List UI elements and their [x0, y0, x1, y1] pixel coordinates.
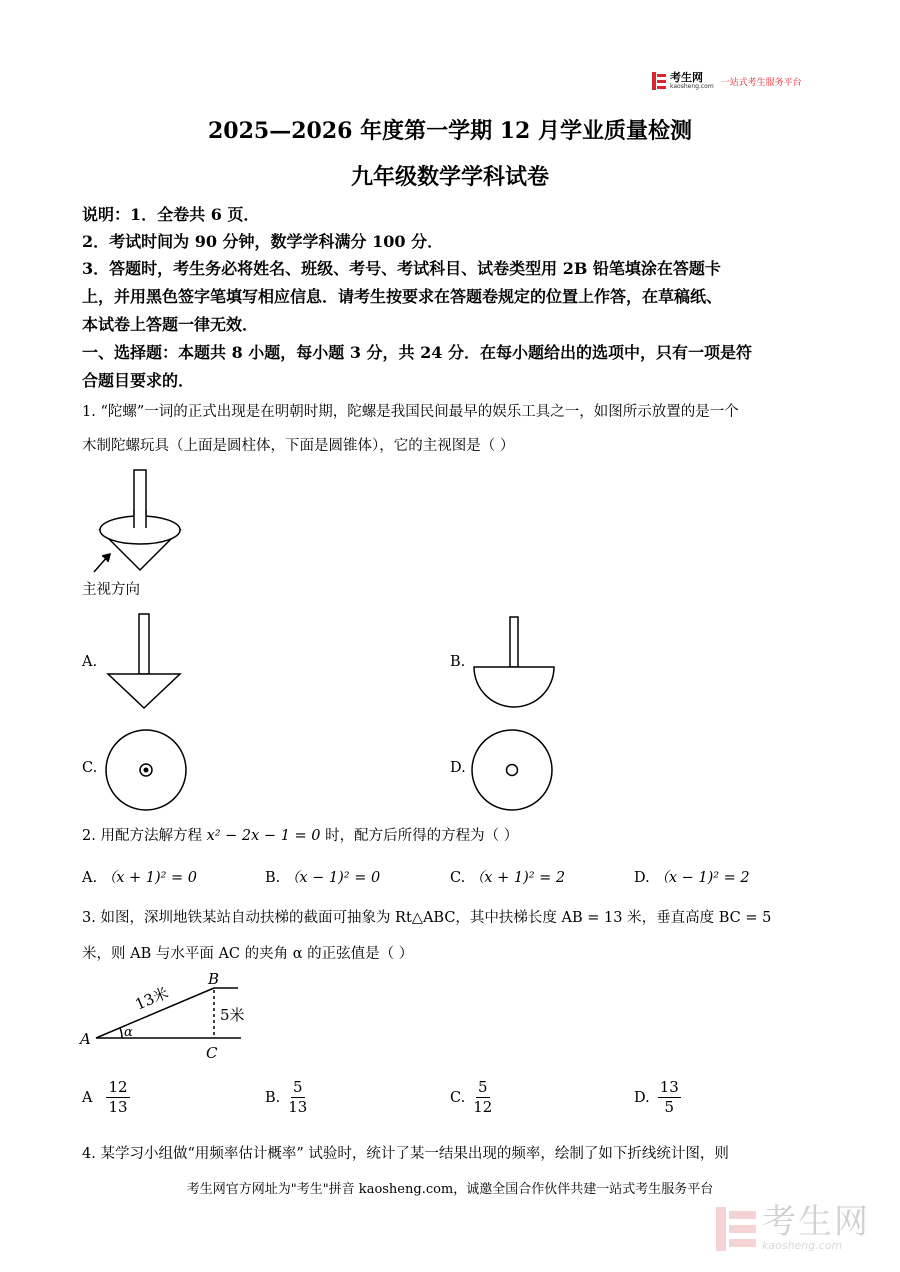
q3-option-d-num: 13 [659, 1078, 679, 1096]
spinning-top-drawing [100, 470, 180, 570]
watermark-logo-icon [716, 1207, 756, 1251]
q2-option-a-eq: （x + 1)² = 0 [101, 870, 198, 886]
q1-text-line2: 木制陀螺玩具（上面是圆柱体，下面是圆锥体），它的主视图是（ ） [82, 438, 515, 454]
logo-domain: kaosheng.com [670, 83, 714, 90]
hypotenuse-length-label: 13米 [132, 983, 171, 1014]
q3-option-c-fraction [473, 1078, 492, 1117]
q2-option-c [450, 866, 565, 887]
vertex-a-label: A [80, 1030, 91, 1048]
q1-option-d-figure [470, 728, 554, 812]
view-direction-label: 主视方向 [82, 582, 140, 598]
q3-option-a [82, 1078, 130, 1117]
view-direction-arrow [94, 554, 110, 572]
q2-option-c-label: C. [450, 870, 466, 886]
q2-option-d-label: D. [634, 870, 650, 886]
escalator-triangle-figure [76, 970, 266, 1062]
page-footer: 考生网官方网址为"考生"拼音 kaosheng.com，诚邀全国合作伙伴共建一站式考生服务平台 [186, 1182, 714, 1197]
q3-option-d-label: D. [634, 1089, 650, 1106]
q3-option-d-fraction [658, 1078, 681, 1117]
q3-option-d [634, 1078, 681, 1117]
vertex-b-label: B [208, 970, 220, 988]
q3-option-a-label: A [82, 1089, 93, 1106]
logo-brand: 考生网 [670, 71, 703, 84]
q1-option-c-label: C. [82, 760, 98, 776]
instruction-1: 说明：1．全卷共 6 页． [82, 205, 260, 224]
logo-text [670, 72, 714, 90]
spinning-top-figure [80, 462, 200, 582]
q3-option-b-label: B. [265, 1089, 281, 1106]
logo-slogan: 一站式考生服务平台 [720, 77, 802, 88]
q1-text-line1: 1. “陀螺”一词的正式出现是在明朝时期，陀螺是我国民间最早的娱乐工具之一，如图所示放置的是一个 [82, 404, 739, 420]
exam-subtitle: 九年级数学学科试卷 [350, 164, 549, 190]
instruction-3c: 本试卷上答题一律无效． [82, 315, 259, 334]
instruction-3b: 上，并用黑色签字笔填写相应信息．请考生按要求在答题卷规定的位置上作答，在草稿纸、 [82, 287, 723, 306]
height-length-label: 5米 [220, 1006, 245, 1024]
q2-option-d [634, 866, 750, 887]
q1-option-a-label: A. [82, 654, 98, 670]
instruction-2: 2．考试时间为 90 分钟，数学学科满分 100 分． [82, 232, 444, 251]
q2-option-b-eq: （x − 1)² = 0 [284, 870, 381, 886]
q2-text [82, 824, 518, 845]
vertex-c-label: C [206, 1044, 218, 1062]
angle-arc [120, 1028, 122, 1038]
q2-text-pre: 2. 用配方法解方程 [82, 828, 202, 844]
q1-option-a-figure [104, 612, 184, 712]
instruction-3a: 3．答题时，考生务必将姓名、班级、考号、考试科目、试卷类型用 2B 铅笔填涂在答题卡 [82, 259, 721, 278]
kaosheng-logo-icon [652, 72, 666, 90]
q3-option-b-fraction [288, 1078, 307, 1117]
angle-alpha-label: α [124, 1025, 133, 1040]
q3-option-c-den: 12 [473, 1098, 493, 1116]
q2-text-post: 时，配方后所得的方程为（ ） [325, 828, 519, 844]
q1-option-b-label: B. [450, 654, 466, 670]
q2-option-b-label: B. [265, 870, 281, 886]
exam-title: 2025—2026 年度第一学期 12 月学业质量检测 [207, 118, 693, 144]
kaosheng-watermark [716, 1202, 870, 1252]
q3-option-b [265, 1078, 307, 1117]
q3-option-b-den: 13 [288, 1098, 308, 1116]
section-1-heading: 一、选择题：本题共 8 小题，每小题 3 分，共 24 分．在每小题给出的选项中，只有一项是符 [82, 343, 752, 362]
q3-option-c-label: C. [450, 1089, 466, 1106]
q3-option-a-fraction [106, 1078, 129, 1117]
q2-option-a-label: A. [82, 870, 98, 886]
q2-option-d-eq: （x − 1)² = 2 [654, 870, 750, 886]
kaosheng-logo [652, 72, 802, 90]
q2-equation: x² − 2x − 1 = 0 [206, 828, 321, 844]
q3-text-line2: 米，则 AB 与水平面 AC 的夹角 α 的正弦值是（ ） [82, 946, 414, 962]
watermark-brand: 考生网 [762, 1202, 870, 1242]
q3-option-d-den: 5 [664, 1098, 675, 1116]
q2-option-b [265, 866, 380, 887]
section-1-heading-cont: 合题目要求的． [82, 371, 195, 390]
watermark-domain: kaosheng.com [762, 1239, 843, 1252]
q3-text-line1: 3. 如图，深圳地铁某站自动扶梯的截面可抽象为 Rt△ABC，其中扶梯长度 AB = 13 米，垂直高度 BC = 5 [82, 910, 772, 926]
q2-option-a [82, 866, 197, 887]
watermark-text [762, 1202, 870, 1252]
q1-option-d-label: D. [450, 760, 466, 776]
q4-text-line1: 4. 某学习小组做“用频率估计概率” 试验时，统计了某一结果出现的频率，绘制了如下折线统计图，则 [82, 1146, 729, 1162]
q3-option-c [450, 1078, 492, 1117]
q3-option-a-den: 13 [108, 1098, 128, 1116]
q2-option-c-eq: （x + 1)² = 2 [469, 870, 566, 886]
q3-option-c-num: 5 [477, 1078, 488, 1096]
q3-option-b-num: 5 [293, 1078, 303, 1096]
q1-option-c-figure [104, 728, 188, 812]
q3-option-a-num: 12 [108, 1078, 128, 1096]
q1-option-b-figure [470, 615, 560, 715]
